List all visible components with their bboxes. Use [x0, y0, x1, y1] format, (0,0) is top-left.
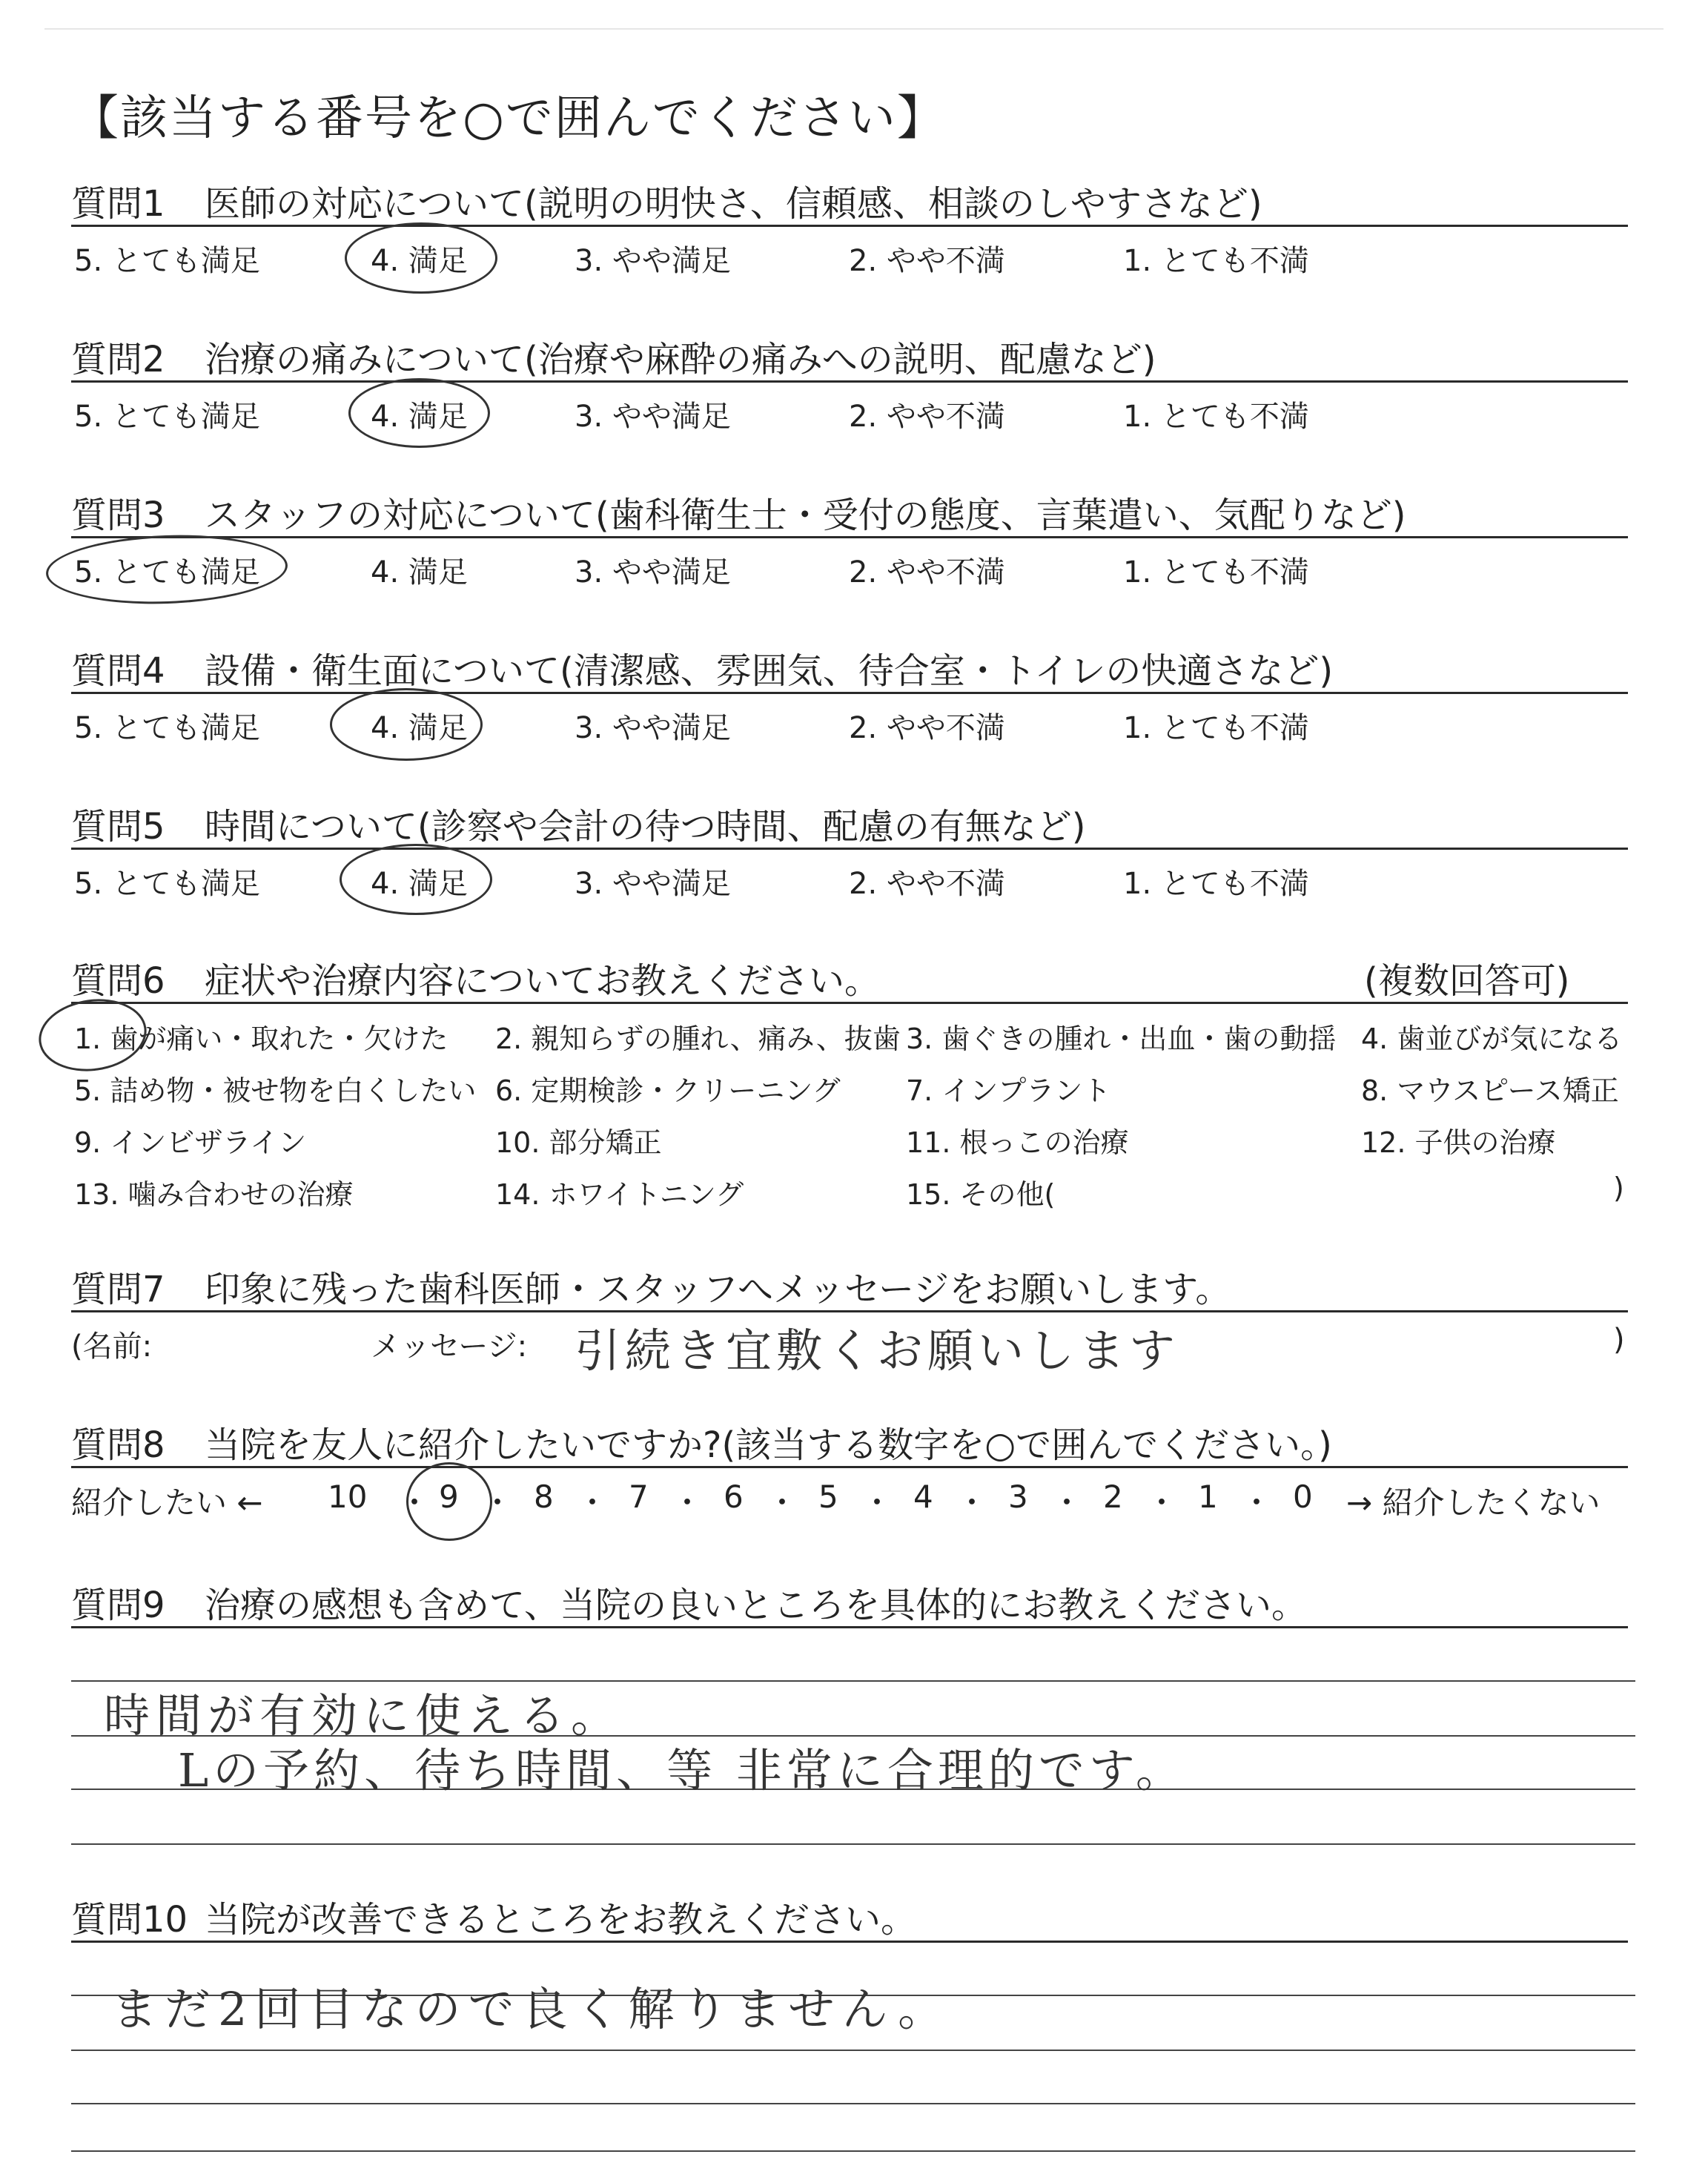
- handwritten-answer-line-1: 時間が有効に使える。: [104, 1688, 623, 1743]
- other-close-paren: ): [1613, 1172, 1624, 1204]
- option-4[interactable]: 4. 満足: [371, 867, 468, 901]
- question-number: 質問8: [71, 1424, 165, 1466]
- answer-line: [71, 2050, 1635, 2051]
- question-number: 質問5: [71, 806, 165, 848]
- scale-separator: ・: [1051, 1484, 1083, 1521]
- scale-separator: ・: [482, 1484, 514, 1521]
- option-5[interactable]: 5. とても満足: [74, 711, 260, 745]
- page-heading: 【該当する番号を○で囲んでください】: [71, 91, 946, 146]
- question-3: [71, 486, 1406, 538]
- option-2[interactable]: 2. やや不満: [849, 867, 1005, 901]
- option-1[interactable]: 1. とても不満: [1123, 400, 1309, 434]
- scale-number-1[interactable]: 1: [1198, 1479, 1218, 1515]
- selection-circle: [348, 378, 490, 448]
- option-3[interactable]: 3. やや満足: [575, 400, 731, 434]
- scale-left-label: 紹介したい ←: [71, 1484, 263, 1521]
- question-number: 質問3: [71, 495, 165, 536]
- question-8: [71, 1416, 1332, 1467]
- question-text: 治療の感想も含めて、当院の良いところを具体的にお教えください。: [205, 1585, 1308, 1626]
- question-6: [71, 952, 880, 1003]
- question-number: 質問4: [71, 650, 165, 692]
- question-underline: [71, 1941, 1628, 1943]
- scale-separator: ・: [1241, 1484, 1273, 1521]
- option-3[interactable]: 3. やや満足: [575, 711, 731, 745]
- option-2[interactable]: 2. やや不満: [849, 244, 1005, 278]
- scale-number-9[interactable]: 9: [439, 1479, 459, 1515]
- question-text: 時間について(診察や会計の待つ時間、配慮の有無など): [205, 806, 1086, 848]
- question-text: 印象に残った歯科医師・スタッフへメッセージをお願いします。: [205, 1269, 1231, 1310]
- selection-circle: [406, 1462, 492, 1541]
- symptom-option-7[interactable]: 7. インプラント: [906, 1074, 1111, 1107]
- handwritten-improvement-answer: まだ2回目なので良く解りません。: [111, 1982, 952, 2036]
- option-5[interactable]: 5. とても満足: [74, 244, 260, 278]
- question-number: 質問7: [71, 1269, 165, 1310]
- option-2[interactable]: 2. やや不満: [849, 711, 1005, 745]
- question-text: スタッフの対応について(歯科衛生士・受付の態度、言葉遣い、気配りなど): [205, 495, 1406, 536]
- name-label: (名前:: [71, 1330, 153, 1364]
- scale-number-3[interactable]: 3: [1008, 1479, 1028, 1515]
- question-number: 質問10: [71, 1899, 188, 1941]
- scan-top-edge: [44, 28, 1664, 30]
- answer-line: [71, 2150, 1635, 2152]
- scale-separator: ・: [861, 1484, 893, 1521]
- scale-number-4[interactable]: 4: [913, 1479, 933, 1515]
- scale-number-2[interactable]: 2: [1103, 1479, 1123, 1515]
- question-underline: [71, 1002, 1628, 1004]
- scale-separator: ・: [767, 1484, 798, 1521]
- question-1: [71, 175, 1262, 226]
- option-4[interactable]: 4. 満足: [371, 711, 468, 745]
- selection-circle: [34, 992, 151, 1077]
- question-underline: [71, 1626, 1628, 1628]
- option-5[interactable]: 5. とても満足: [74, 400, 260, 434]
- scale-separator: ・: [1146, 1484, 1178, 1521]
- scale-separator: ・: [956, 1484, 988, 1521]
- handwritten-message: 引続き宜敷くお願いします: [575, 1324, 1180, 1378]
- scale-separator: ・: [672, 1484, 704, 1521]
- question-text: 当院を友人に紹介したいですか?(該当する数字を○で囲んでください。): [205, 1424, 1332, 1466]
- question-10: [71, 1891, 916, 1942]
- scale-separator: ・: [399, 1484, 431, 1521]
- option-5[interactable]: 5. とても満足: [74, 555, 260, 589]
- symptom-option-12[interactable]: 12. 子供の治療: [1361, 1126, 1556, 1159]
- question-number: 質問9: [71, 1585, 165, 1626]
- message-close-paren: ): [1613, 1323, 1625, 1357]
- question-underline: [71, 1310, 1628, 1312]
- question-number: 質問6: [71, 960, 165, 1002]
- option-2[interactable]: 2. やや不満: [849, 555, 1005, 589]
- scale-number-0[interactable]: 0: [1293, 1479, 1313, 1515]
- symptom-option-13[interactable]: 13. 噛み合わせの治療: [74, 1178, 354, 1211]
- question-7: [71, 1261, 1231, 1312]
- multiple-answers-note: (複数回答可): [1364, 960, 1570, 1002]
- question-number: 質問1: [71, 183, 165, 225]
- symptom-option-15[interactable]: 15. その他(: [906, 1178, 1056, 1211]
- message-label: メッセージ:: [371, 1330, 528, 1364]
- scale-number-6[interactable]: 6: [724, 1479, 744, 1515]
- question-underline: [71, 1466, 1628, 1468]
- symptom-option-11[interactable]: 11. 根っこの治療: [906, 1126, 1129, 1159]
- option-1[interactable]: 1. とても不満: [1123, 867, 1309, 901]
- answer-line: [71, 1843, 1635, 1845]
- question-text: 医師の対応について(説明の明快さ、信頼感、相談のしやすさなど): [205, 183, 1262, 225]
- handwritten-answer-line-2: Lの予約、待ち時間、等 非常に合理的です。: [178, 1743, 1186, 1797]
- question-5: [71, 798, 1086, 849]
- question-underline: [71, 536, 1628, 538]
- question-underline: [71, 225, 1628, 227]
- question-underline: [71, 380, 1628, 383]
- option-1[interactable]: 1. とても不満: [1123, 244, 1309, 278]
- option-1[interactable]: 1. とても不満: [1123, 711, 1309, 745]
- scale-number-8[interactable]: 8: [534, 1479, 554, 1515]
- scale-number-7[interactable]: 7: [629, 1479, 649, 1515]
- symptom-option-10[interactable]: 10. 部分矯正: [495, 1126, 662, 1159]
- selection-circle: [44, 531, 288, 607]
- option-4[interactable]: 4. 満足: [371, 244, 468, 278]
- scale-separator: ・: [577, 1484, 609, 1521]
- question-9: [71, 1576, 1307, 1628]
- answer-line: [71, 2103, 1635, 2104]
- question-text: 設備・衛生面について(清潔感、雰囲気、待合室・トイレの快適さなど): [205, 650, 1334, 692]
- symptom-option-6[interactable]: 6. 定期検診・クリーニング: [495, 1074, 841, 1107]
- symptom-option-9[interactable]: 9. インビザライン: [74, 1126, 307, 1159]
- symptom-option-3[interactable]: 3. 歯ぐきの腫れ・出血・歯の動揺: [906, 1023, 1337, 1055]
- selection-circle: [330, 688, 483, 761]
- symptom-option-1[interactable]: 1. 歯が痛い・取れた・欠けた: [74, 1023, 448, 1055]
- option-5[interactable]: 5. とても満足: [74, 867, 260, 901]
- selection-circle: [340, 844, 492, 915]
- selection-circle: [345, 222, 497, 294]
- question-4: [71, 642, 1333, 693]
- symptom-option-5[interactable]: 5. 詰め物・被せ物を白くしたい: [74, 1074, 477, 1107]
- scale-right-label: → 紹介したくない: [1346, 1484, 1601, 1521]
- symptom-option-14[interactable]: 14. ホワイトニング: [495, 1178, 744, 1211]
- scale-number-5[interactable]: 5: [818, 1479, 838, 1515]
- option-2[interactable]: 2. やや不満: [849, 400, 1005, 434]
- option-4[interactable]: 4. 満足: [371, 400, 468, 434]
- scale-number-10[interactable]: 10: [328, 1479, 368, 1515]
- question-number: 質問2: [71, 339, 165, 380]
- option-1[interactable]: 1. とても不満: [1123, 555, 1309, 589]
- option-3[interactable]: 3. やや満足: [575, 555, 731, 589]
- question-2: [71, 331, 1156, 382]
- question-text: 当院が改善できるところをお教えください。: [205, 1899, 917, 1941]
- option-3[interactable]: 3. やや満足: [575, 244, 731, 278]
- question-text: 症状や治療内容についてお教えください。: [205, 960, 881, 1002]
- question-underline: [71, 848, 1628, 850]
- symptom-option-2[interactable]: 2. 親知らずの腫れ、痛み、抜歯: [495, 1023, 901, 1055]
- question-text: 治療の痛みについて(治療や麻酔の痛みへの説明、配慮など): [205, 339, 1156, 380]
- option-3[interactable]: 3. やや満足: [575, 867, 731, 901]
- option-4[interactable]: 4. 満足: [371, 555, 468, 589]
- symptom-option-4[interactable]: 4. 歯並びが気になる: [1361, 1023, 1623, 1055]
- question-underline: [71, 692, 1628, 694]
- symptom-option-8[interactable]: 8. マウスピース矯正: [1361, 1074, 1619, 1107]
